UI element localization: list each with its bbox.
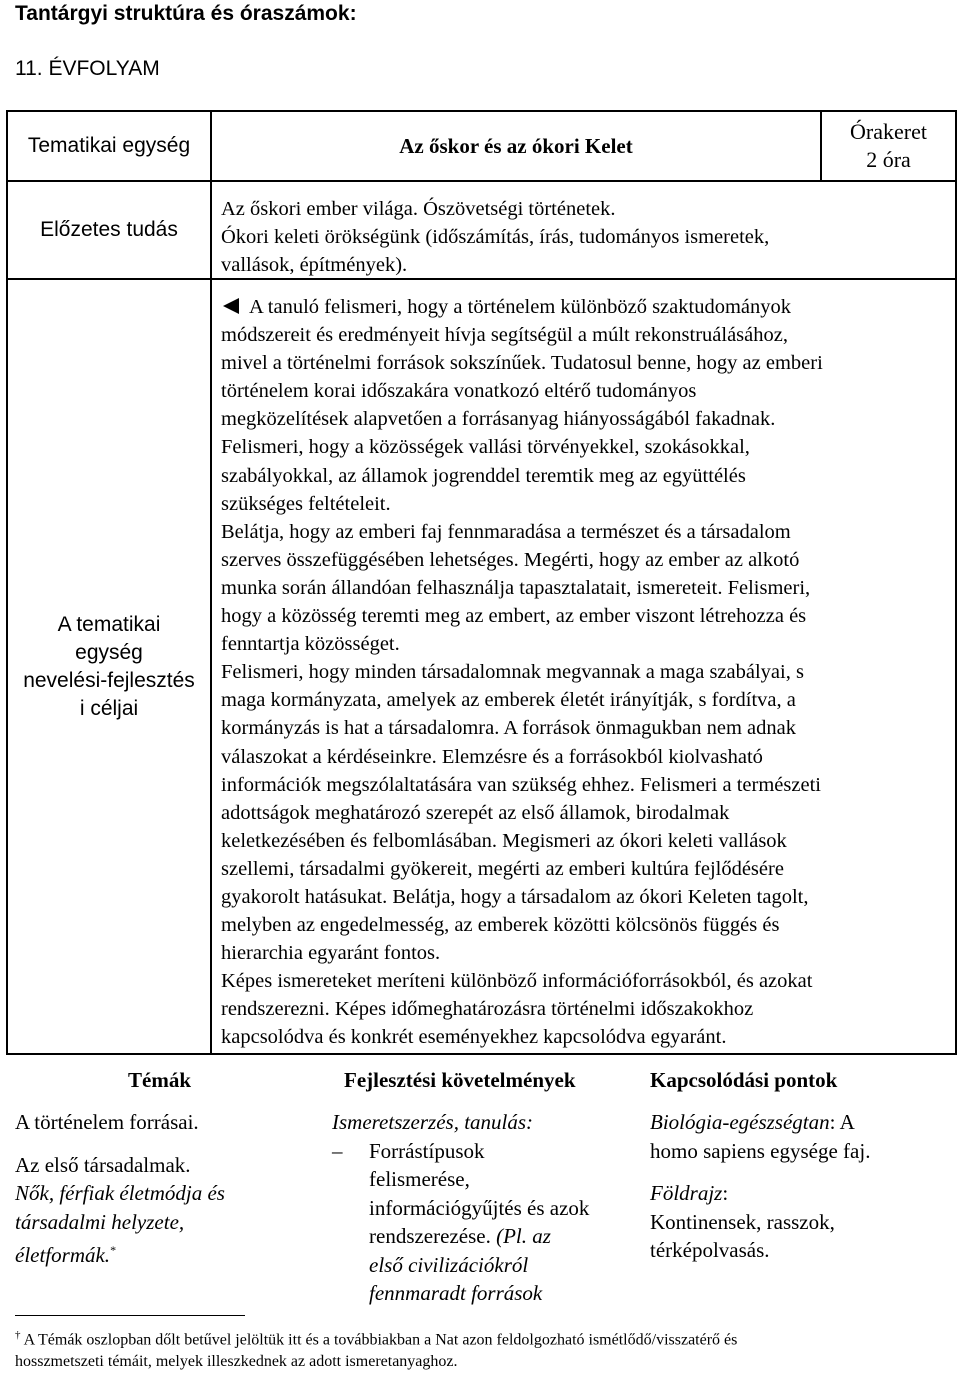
goals-line: A tanuló felismeri, hogy a történelem különböző szaktudományok xyxy=(249,296,791,318)
topic-item-italic: életformák. xyxy=(15,1243,111,1267)
topic-item: A történelem forrásai. xyxy=(15,1110,199,1134)
hours-cell xyxy=(822,112,955,180)
goals-line: megközelítések alapvetően a forrásanyag hiányosságából fakadnak. xyxy=(221,408,776,431)
goals-content xyxy=(221,293,951,1052)
goals-line: melyben az engedelmesség, az emberek közötti kölcsönös függés és xyxy=(221,914,780,937)
goals-line: módszereit és eredményeit hívja segítségül a múlt rekonstruálásához, xyxy=(221,324,788,347)
hours-label: Órakeret xyxy=(850,119,927,144)
goals-line: adottságok meghatározó szerepét az első államok, birodalmak xyxy=(221,801,730,824)
goals-line: szerves összefüggésében lehetséges. Megérti, hogy az ember az alkotó xyxy=(221,548,800,571)
page-title: Tantárgyi struktúra és óraszámok: xyxy=(15,2,357,25)
goals-line: Belátja, hogy az emberi faj fennmaradása a természet és a társadalom xyxy=(221,520,791,543)
table-border-bottom xyxy=(6,1053,957,1055)
subject-text: térképolvasás. xyxy=(650,1238,770,1262)
goals-line: maga kormányzata, amelyek az emberek életét irányítják, s fordítva, a xyxy=(221,689,796,712)
goals-line: történelem korai időszakára vonatkozó eltérő tudományos xyxy=(221,380,697,403)
label-goals-line: egység xyxy=(75,640,143,664)
subject-name: Földrajz xyxy=(650,1181,723,1205)
goals-line: gyakorolt hatásukat. Belátja, hogy a társadalom az ókori Keleten tagolt, xyxy=(221,885,809,908)
hours-value: 2 óra xyxy=(866,147,911,172)
requirements-line: Forrástípusok xyxy=(369,1138,485,1163)
label-goals-line: nevelési-fejlesztés xyxy=(23,668,195,692)
label-goals xyxy=(8,280,210,1053)
grade-heading: 11. ÉVFOLYAM xyxy=(15,57,160,80)
unit-title xyxy=(212,112,820,180)
prior-knowledge-line: Ókori keleti örökségünk (időszámítás, írás, tudományos ismeretek, xyxy=(221,226,770,248)
unit-title-text: Az őskor és az ókori Kelet xyxy=(399,134,633,158)
goals-line: hogy a közösség teremti meg az embert, az ember viszont létrehozza és xyxy=(221,605,807,628)
goals-line: kormányzás is hat a társadalomra. A források önmagukban nem adnak xyxy=(221,717,796,740)
table-border-right xyxy=(955,110,957,1055)
footnote xyxy=(15,1324,950,1373)
footnote-separator xyxy=(15,1315,245,1316)
goals-line: fenntartja közösséget. xyxy=(221,633,400,656)
goals-line: válaszokat a kérdéseinkre. Elemzésre és a forrásokból kiolvasható xyxy=(221,745,763,768)
label-prior-knowledge-text: Előzetes tudás xyxy=(40,218,178,241)
prior-knowledge-line: vallások, építmények). xyxy=(221,254,408,276)
requirements-italic: fennmaradt források xyxy=(369,1281,543,1305)
footnote-line: hosszmetszeti témáit, melyek illeszkednek az adott ismeretanyaghoz. xyxy=(15,1353,458,1371)
subject-text: homo sapiens egysége faj. xyxy=(650,1138,871,1163)
subject-text: : A xyxy=(829,1110,855,1134)
label-goals-line: i céljai xyxy=(79,696,139,720)
footnote-line: A Témák oszlopban dőlt betűvel jelöltük itt és a továbbiakban a Nat azon feldolgozható ismétlődő/visszatérő és xyxy=(23,1331,738,1349)
topic-item: Az első társadalmak. xyxy=(15,1152,191,1177)
subject-text: : xyxy=(722,1181,729,1205)
prior-knowledge-line: Az őskori ember világa. Ószövetségi történetek. xyxy=(221,198,616,220)
goals-line: szükséges feltételeit. xyxy=(221,492,391,515)
col-header-connections: Kapcsolódási pontok xyxy=(650,1068,838,1092)
footnote-mark: † xyxy=(15,1329,21,1341)
goals-line: rendszerezni. Képes időmeghatározásra történelmi időszakokhoz xyxy=(221,998,754,1021)
triangle-bullet-icon xyxy=(223,298,239,314)
label-prior-knowledge xyxy=(8,182,210,278)
goals-line: Felismeri, hogy a közösségek vallási törvényekkel, szokásokkal, xyxy=(221,436,750,459)
topic-item-italic: társadalmi helyzete, xyxy=(15,1209,185,1234)
table-divider-label xyxy=(210,110,212,1055)
goals-line: szabályokkal, az államok jogrenddel teremtik meg az együttélés xyxy=(221,464,746,487)
footnote-reference: * xyxy=(110,1243,117,1257)
goals-line: kapcsolódva és konkrét eseményekhez kapcsolódva egyaránt. xyxy=(221,1026,727,1049)
label-thematic-unit-text: Tematikai egység xyxy=(27,134,191,157)
requirements-italic: első civilizációkról xyxy=(369,1252,529,1277)
connections-column xyxy=(650,1108,950,1265)
requirements-intro: Ismeretszerzés, tanulás: xyxy=(332,1110,534,1134)
col-header-requirements: Fejlesztési követelmények xyxy=(344,1068,576,1092)
subject-text: Kontinensek, rasszok, xyxy=(650,1209,835,1234)
goals-line: Felismeri, hogy minden társadalomnak megvannak a maga szabályai, s xyxy=(221,661,804,684)
requirements-line: felismerése, xyxy=(369,1167,470,1191)
requirements-line: információgyűjtés és azok xyxy=(369,1195,590,1220)
requirements-line: rendszerezése. xyxy=(369,1224,491,1248)
label-goals-line: A tematikai xyxy=(57,612,161,636)
label-thematic-unit xyxy=(8,112,210,180)
topics-column xyxy=(15,1108,315,1270)
col-header-topics: Témák xyxy=(128,1068,191,1092)
goals-line: szellemi, társadalmi gyökereit, megérti az emberi kultúra fejlődésére xyxy=(221,857,784,880)
subject-name: Biológia-egészségtan xyxy=(650,1110,830,1134)
goals-line: keletkezésében és felbomlásában. Megismeri az ókori keleti vallások xyxy=(221,829,787,852)
requirements-italic: (Pl. az xyxy=(496,1224,551,1248)
goals-line: Képes ismereteket meríteni különböző információforrásokból, és azokat xyxy=(221,970,813,993)
goals-line: információk megszólaltatására van szükség ehhez. Felismeri a természeti xyxy=(221,773,821,796)
goals-line: hierarchia egyaránt fontos. xyxy=(221,942,441,965)
prior-knowledge-content xyxy=(221,195,951,279)
topic-item-italic: Nők, férfiak életmódja és xyxy=(15,1181,225,1205)
requirements-column xyxy=(332,1108,642,1308)
dash-bullet-icon: – xyxy=(332,1138,343,1163)
goals-line: munka során állandóan felhasználja tapasztalatait, ismereteit. Felismeri, xyxy=(221,576,811,599)
goals-line: mivel a történelmi források sokszínűek. Tudatosul benne, hogy az emberi xyxy=(221,352,823,375)
